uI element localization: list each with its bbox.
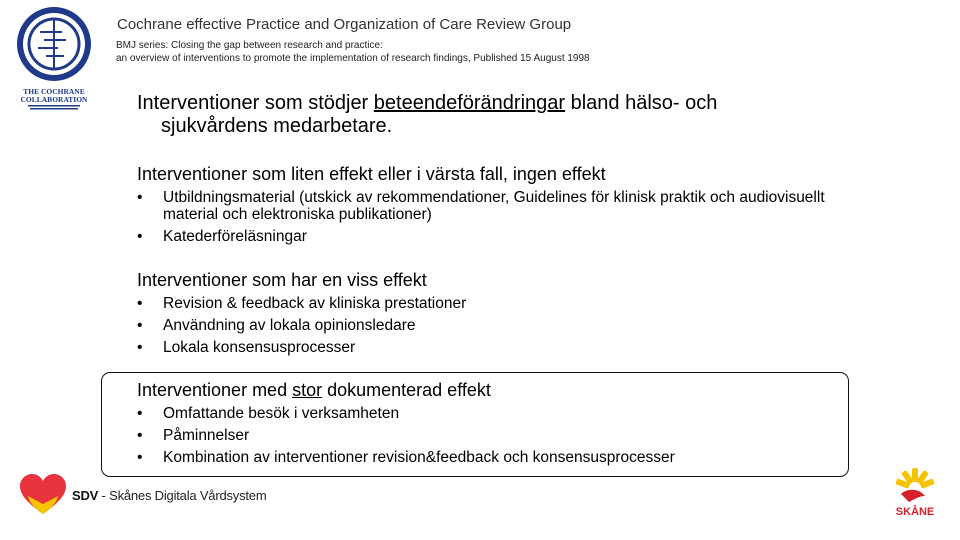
cochrane-logo xyxy=(6,4,102,114)
section-title-some-effect: Interventioner som har en viss effekt xyxy=(137,270,427,290)
bullet: • xyxy=(137,427,143,444)
bullet: • xyxy=(137,317,143,334)
heading-underlined-word: beteendeförändringar xyxy=(373,92,566,114)
list-item: • Lokala konsensusprocesser xyxy=(137,339,356,356)
low-effect-list xyxy=(137,189,857,250)
list-item: • Utbildningsmaterial (utskick av rekommendationer, Guidelines för klinisk praktik och audiovisuellt material och elektroniska publikationer) xyxy=(137,189,825,223)
region-skane-logo xyxy=(885,466,945,518)
bmj-overview-line: an overview of interventions to promote the implementation of research findings, Published 15 August 1998 xyxy=(116,53,590,64)
section-title-large-effect: Interventioner med stor dokumenterad effekt xyxy=(137,380,491,400)
list-item: • Kombination av interventioner revision&feedback och konsensusprocesser xyxy=(137,449,675,466)
cochrane-logo-text-2: COLLABORATION xyxy=(20,95,88,104)
header-title: Cochrane effective Practice and Organization of Care Review Group xyxy=(117,16,572,33)
cochrane-logo-text-1: THE COCHRANE xyxy=(23,87,85,96)
main-heading xyxy=(137,92,937,138)
bullet: • xyxy=(137,189,143,206)
list-item: • Påminnelser xyxy=(137,427,250,444)
some-effect-list xyxy=(137,295,857,361)
list-item: • Omfattande besök i verksamheten xyxy=(137,405,400,422)
bullet: • xyxy=(137,449,143,466)
bullet: • xyxy=(137,405,143,422)
bullet: • xyxy=(137,228,143,245)
section-title-low-effect: Interventioner som liten effekt eller i värsta fall, ingen effekt xyxy=(137,164,606,184)
skane-logo-text: SKÅNE xyxy=(895,506,935,518)
underlined-word-stor: stor xyxy=(292,380,323,400)
bullet: • xyxy=(137,339,143,356)
heading-part-3: bland hälso- och xyxy=(565,92,718,114)
heading-part-1: Interventioner som stödjer xyxy=(137,92,374,114)
list-item: • Revision & feedback av kliniska prestationer xyxy=(137,295,467,312)
heading-line-2: sjukvårdens medarbetare. xyxy=(161,115,393,137)
sdv-label: SDV - Skånes Digitala Vårdsystem xyxy=(72,488,267,503)
list-item: • Användning av lokala opinionsledare xyxy=(137,317,416,334)
bmj-series-line: BMJ series: Closing the gap between research and practice: xyxy=(116,40,383,51)
list-item: • Katederföreläsningar xyxy=(137,228,307,245)
large-effect-list xyxy=(137,405,857,471)
bullet: • xyxy=(137,295,143,312)
sdv-heart-logo xyxy=(20,474,66,516)
